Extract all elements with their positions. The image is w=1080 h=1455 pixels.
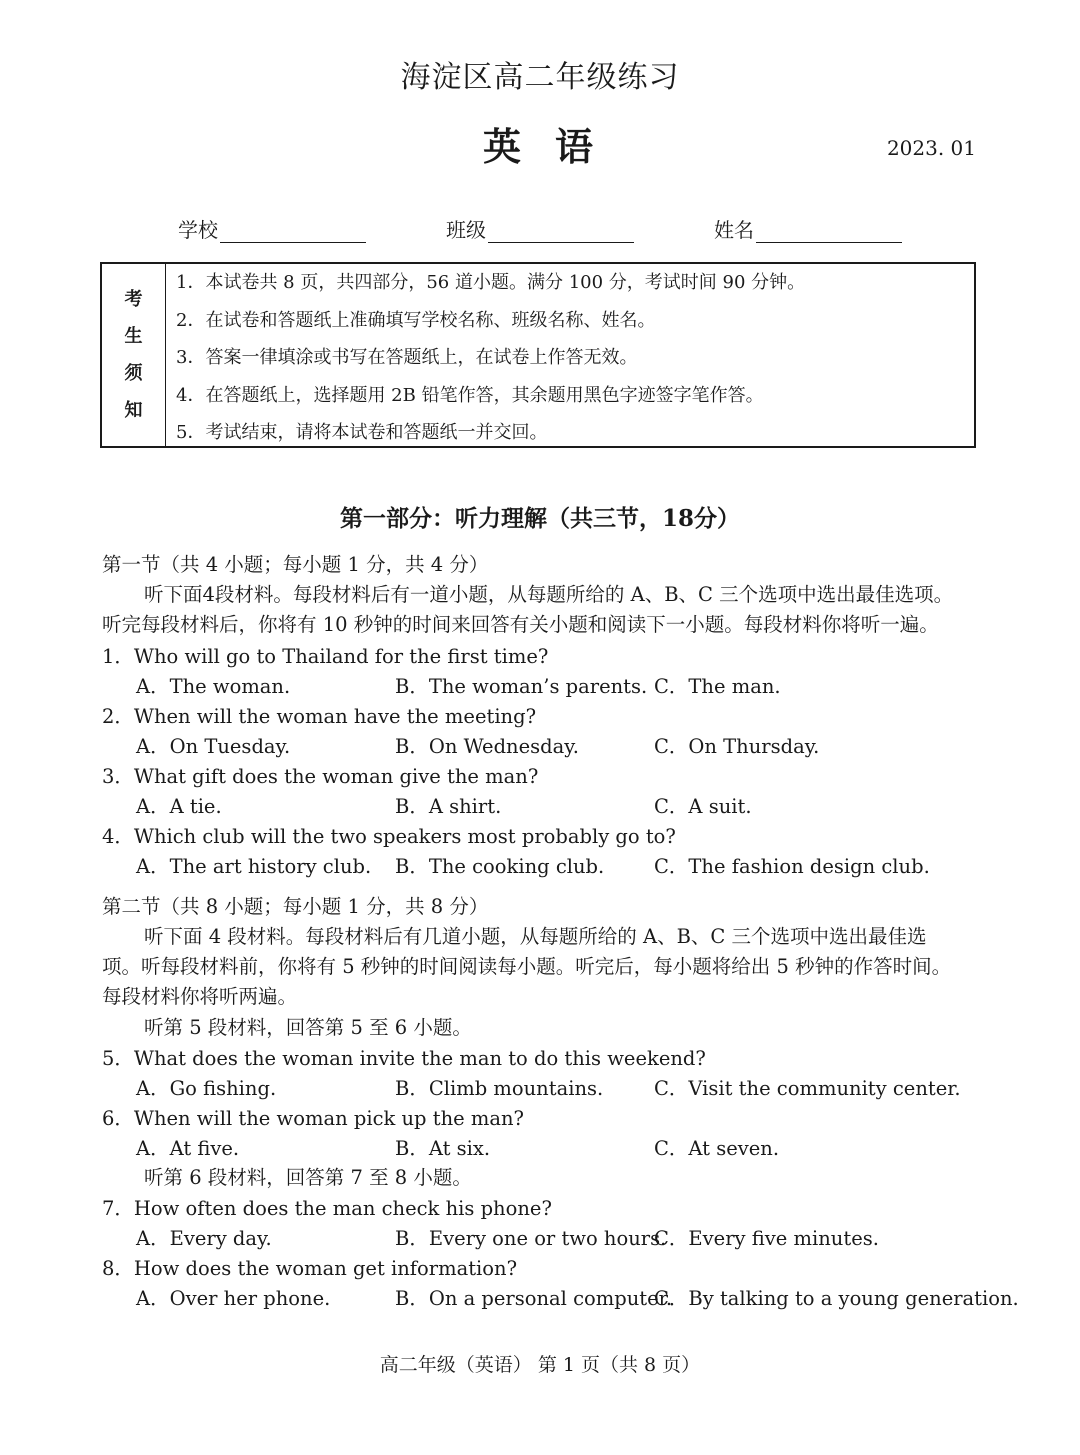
- notice-item: 3．答案一律填涂或书写在答题纸上，在试卷上作答无效。: [176, 347, 638, 368]
- option-a: A．Every day.: [136, 1227, 272, 1250]
- option-a: A．At five.: [136, 1137, 240, 1160]
- section-heading: 第一节（共 4 小题；每小题 1 分，共 4 分）: [102, 553, 489, 576]
- notice-item: 4．在答题纸上，选择题用 2B 铅笔作答，其余题用黑色字迹签字笔作答。: [176, 384, 764, 406]
- class-field-blank: [488, 218, 634, 243]
- question-stem: 3．What gift does the woman give the man?: [102, 765, 539, 788]
- notice-label-char: 考: [124, 289, 143, 310]
- option-c: C．By talking to a young generation.: [654, 1287, 1019, 1310]
- name-field-label: 姓名: [714, 218, 754, 242]
- notice-items: [176, 268, 966, 456]
- option-b: B．Climb mountains.: [395, 1077, 604, 1100]
- school-field-blank: [220, 218, 366, 243]
- exam-school-title: 海淀区高二年级练习: [400, 60, 680, 95]
- option-b: B．The cooking club.: [395, 855, 605, 878]
- question-stem: 2．When will the woman have the meeting?: [102, 705, 537, 728]
- material-instruction: 听第 6 段材料，回答第 7 至 8 小题。: [144, 1166, 472, 1189]
- exam-date: 2023. 01: [886, 136, 976, 160]
- page-footer: 高二年级（英语） 第 1 页（共 8 页）: [379, 1354, 701, 1376]
- material-instruction: 听第 5 段材料，回答第 5 至 6 小题。: [144, 1016, 472, 1039]
- name-field-blank: [756, 218, 902, 243]
- option-a: A．Over her phone.: [136, 1287, 331, 1310]
- notice-item: 1．本试卷共 8 页，共四部分，56 道小题。满分 100 分，考试时间 90 分钟。: [176, 272, 806, 293]
- option-c: C．At seven.: [654, 1137, 780, 1160]
- section-instruction: 听下面 4 段材料。每段材料后有几道小题，从每题所给的 A、B、C 三个选项中选出最佳选: [144, 925, 927, 948]
- notice-item: 5．考试结束，请将本试卷和答题纸一并交回。: [176, 422, 548, 443]
- option-c: C．The man.: [654, 675, 781, 698]
- option-a: A．On Tuesday.: [136, 735, 291, 758]
- school-field: [178, 214, 366, 243]
- option-a: A．The woman.: [136, 675, 291, 698]
- option-b: B．On Wednesday.: [395, 735, 579, 758]
- section-instruction: 听下面4段材料。每段材料后有一道小题，从每题所给的 A、B、C 三个选项中选出最佳选项。: [144, 583, 954, 606]
- part-title: 第一部分：听力理解（共三节，18分）: [339, 505, 740, 532]
- option-c: C．Visit the community center.: [654, 1077, 961, 1100]
- option-a: A．Go fishing.: [136, 1077, 277, 1100]
- class-field-label: 班级: [446, 218, 486, 242]
- question-stem: 1．Who will go to Thailand for the first time?: [102, 645, 549, 668]
- notice-label-char: 生: [124, 326, 143, 347]
- section-heading: 第二节（共 8 小题；每小题 1 分，共 8 分）: [102, 895, 489, 918]
- school-field-label: 学校: [178, 218, 218, 242]
- name-field: [714, 214, 902, 243]
- question-stem: 7．How often does the man check his phone?: [102, 1197, 552, 1220]
- section-instruction: 项。听每段材料前，你将有 5 秒钟的时间阅读每小题。听完后，每小题将给出 5 秒钟的作答时间。: [102, 955, 952, 978]
- notice-label: [102, 264, 166, 446]
- notice-item: 2．在试卷和答题纸上准确填写学校名称、班级名称、姓名。: [176, 309, 656, 331]
- question-stem: 5．What does the woman invite the man to do this weekend?: [102, 1047, 706, 1070]
- option-c: C．Every five minutes.: [654, 1227, 879, 1250]
- option-a: A．A tie.: [136, 795, 222, 818]
- question-stem: 4．Which club will the two speakers most probably go to?: [102, 825, 676, 848]
- exam-notice-box: [100, 262, 976, 448]
- option-b: B．On a personal computer.: [395, 1287, 673, 1310]
- option-b: B．At six.: [395, 1137, 491, 1160]
- option-b: B．A shirt.: [395, 795, 502, 818]
- section-instruction: 听完每段材料后，你将有 10 秒钟的时间来回答有关小题和阅读下一小题。每段材料你将听一遍。: [102, 613, 939, 636]
- option-b: B．Every one or two hours.: [395, 1227, 667, 1250]
- notice-label-char: 知: [124, 400, 143, 421]
- option-c: C．On Thursday.: [654, 735, 820, 758]
- question-stem: 6．When will the woman pick up the man?: [102, 1107, 525, 1130]
- option-c: C．The fashion design club.: [654, 855, 930, 878]
- question-stem: 8．How does the woman get information?: [102, 1257, 518, 1280]
- class-field: [446, 214, 634, 243]
- option-c: C．A suit.: [654, 795, 752, 818]
- option-a: A．The art history club.: [136, 855, 372, 878]
- notice-label-char: 须: [124, 363, 143, 384]
- section-instruction: 每段材料你将听两遍。: [102, 985, 298, 1008]
- exam-subject-title: 英语: [482, 124, 627, 169]
- option-b: B．The woman’s parents.: [395, 675, 648, 698]
